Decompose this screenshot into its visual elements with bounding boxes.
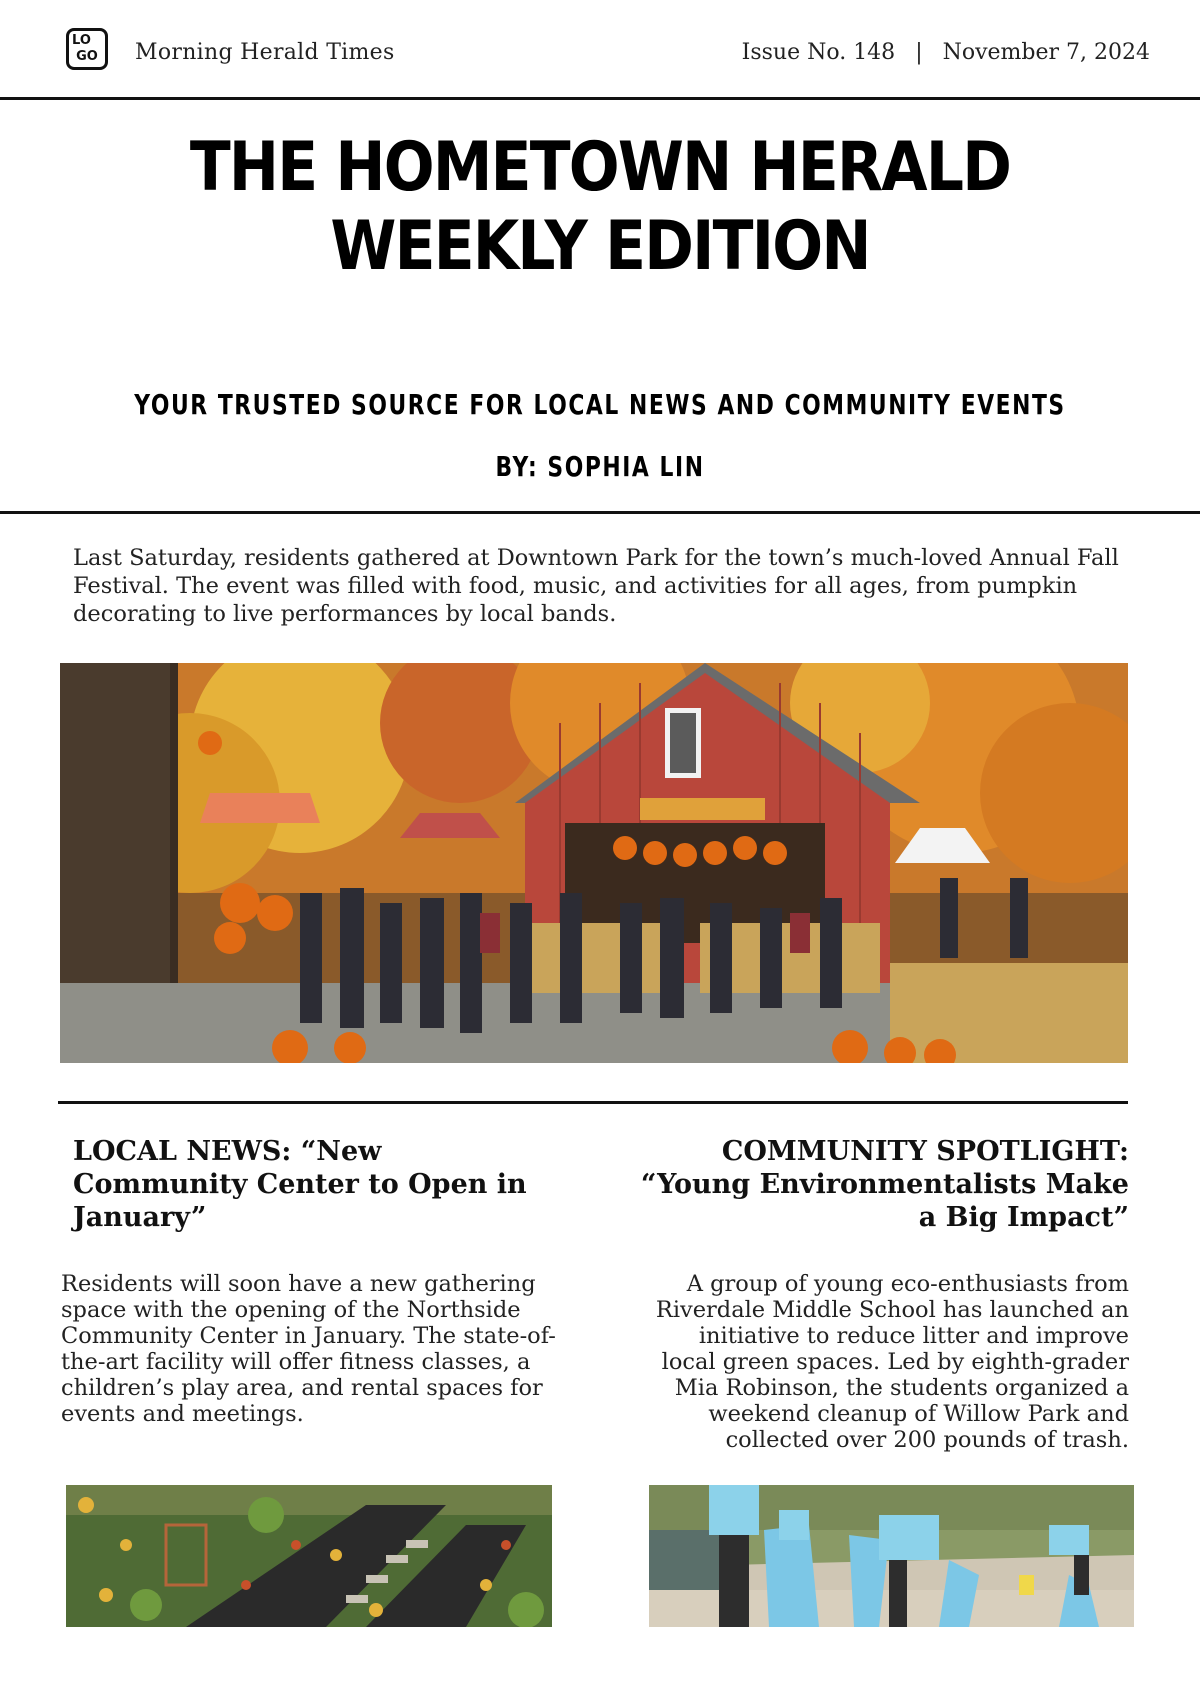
section-divider-2: [58, 1101, 1128, 1104]
issue-separator: |: [915, 40, 923, 65]
right-article-title: COMMUNITY SPOTLIGHT: “Young Environmentalists Make a Big Impact”: [640, 1136, 1129, 1233]
festival-photo: [60, 663, 1128, 1063]
logo-text-top: LO: [72, 33, 91, 48]
left-article-title: LOCAL NEWS: “New Community Center to Open in January”: [73, 1136, 527, 1233]
logo: [66, 28, 108, 70]
left-article-body: Residents will soon have a new gathering space with the opening of the Northside Community Center in January. The state-of-the-art facility will offer fitness classes, a children’s play area, and rental spaces for events and meetings.: [61, 1271, 556, 1427]
issue-number: Issue No. 148: [741, 40, 896, 65]
page-title: THE HOMETOWN HERALD WEEKLY EDITION: [189, 128, 1011, 286]
lede-paragraph: Last Saturday, residents gathered at Downtown Park for the town’s much-loved Annual Fall Festival. The event was filled with food, music, and activities for all ages, from pumpkin decorating to live performances by local bands.: [73, 545, 1119, 627]
garden-photo: [66, 1485, 552, 1627]
right-article-body: A group of young eco-enthusiasts from Riverdale Middle School has launched an initiative to reduce litter and improve local green spaces. Led by eighth-grader Mia Robinson, the students organized a weekend cleanup of Willow Park and collected over 200 pounds of trash.: [655, 1271, 1129, 1453]
masthead: [0, 0, 1200, 100]
paper-name: Morning Herald Times: [135, 40, 395, 65]
logo-text-bottom: GO: [76, 49, 98, 64]
section-divider: [0, 511, 1200, 514]
tagline: YOUR TRUSTED SOURCE FOR LOCAL NEWS AND COMMUNITY EVENTS: [134, 388, 1066, 421]
byline: BY: SOPHIA LIN: [495, 450, 705, 483]
issue-line: [742, 40, 1150, 65]
cleanup-photo: [649, 1485, 1134, 1627]
issue-date: November 7, 2024: [942, 40, 1150, 65]
